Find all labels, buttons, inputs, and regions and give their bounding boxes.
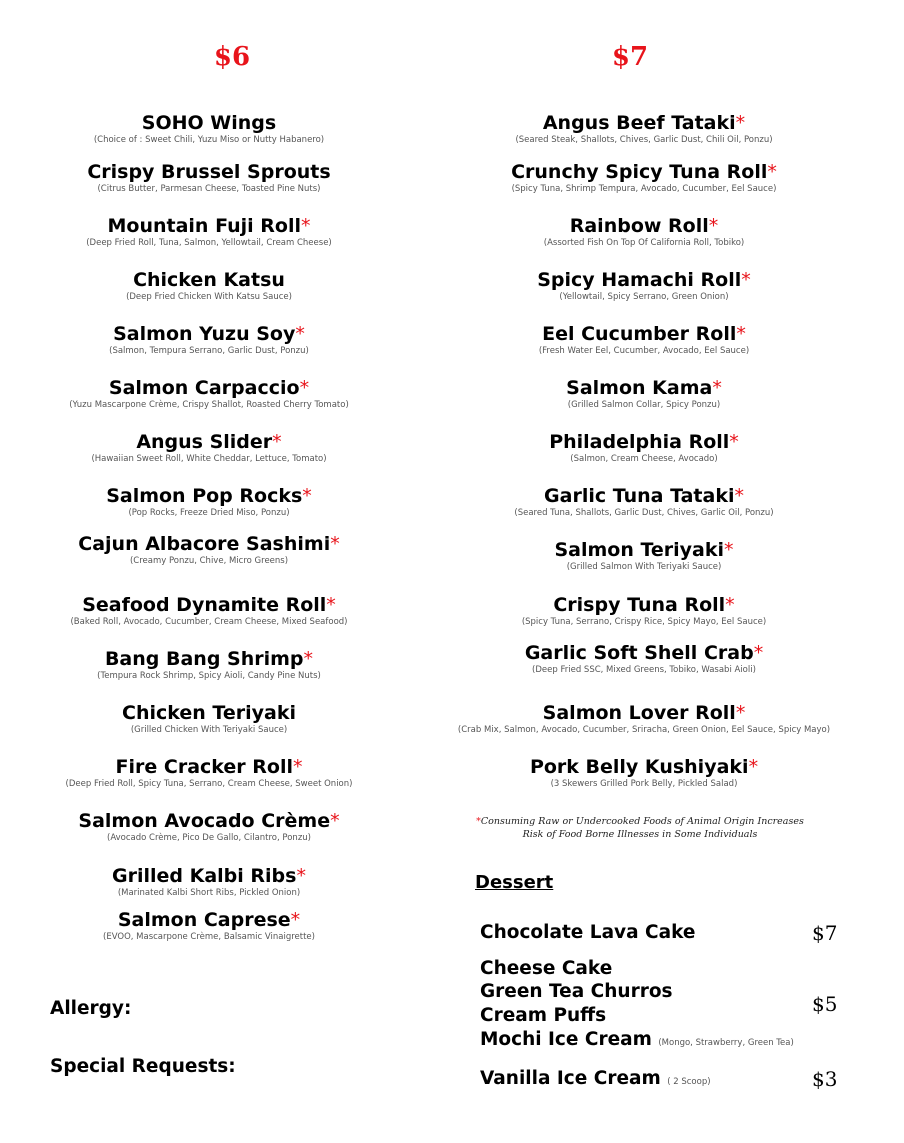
item-description: (Salmon, Tempura Serrano, Garlic Dust, Ponzu) <box>109 346 309 356</box>
special-requests-label: Special Requests: <box>50 1056 236 1077</box>
item-description: (Salmon, Cream Cheese, Avocado) <box>570 454 718 464</box>
raw-warning-star: * <box>708 215 719 237</box>
raw-warning-star: * <box>476 816 481 827</box>
raw-warning-star: * <box>292 756 303 778</box>
dessert-scoop-note: ( 2 Scoop) <box>667 1077 711 1087</box>
dessert-name: Cheese Cake <box>480 958 613 979</box>
raw-food-warning <box>440 815 840 841</box>
menu-item <box>0 485 429 520</box>
item-description: (Hawaiian Sweet Roll, White Cheddar, Lettuce, Tomato) <box>91 454 327 464</box>
item-name: Salmon Caprese <box>117 909 291 931</box>
dessert-item <box>480 922 695 943</box>
item-name: Crispy Tuna Roll <box>553 594 726 616</box>
dessert-name: Vanilla Ice Cream <box>480 1068 661 1089</box>
menu-item <box>424 485 864 520</box>
item-description: (Seared Steak, Shallots, Chives, Garlic Dust, Chili Oil, Ponzu) <box>515 135 773 145</box>
menu-item <box>0 161 429 196</box>
raw-warning-star: * <box>729 431 739 453</box>
menu-item <box>424 642 864 677</box>
item-description: (Deep Fried Chicken With Katsu Sauce) <box>126 292 292 302</box>
item-description: (Crab Mix, Salmon, Avocado, Cucumber, Sriracha, Green Onion, Eel Sauce, Spicy Mayo) <box>457 725 831 735</box>
menu-item <box>0 215 429 250</box>
menu-item <box>0 909 429 944</box>
raw-warning-star: * <box>302 485 312 507</box>
raw-warning-star: * <box>736 323 746 345</box>
item-name: Crispy Brussel Sprouts <box>87 161 331 183</box>
warning-line-1: Consuming Raw or Undercooked Foods of Animal Origin Increases <box>480 816 804 827</box>
menu-item <box>424 323 864 358</box>
item-description: (Assorted Fish On Top Of California Roll, Tobiko) <box>543 238 745 248</box>
item-description: (Grilled Salmon Collar, Spicy Ponzu) <box>567 400 721 410</box>
menu-item <box>424 161 864 196</box>
dessert-price: $7 <box>812 921 838 945</box>
item-name: Philadelphia Roll <box>549 431 730 453</box>
item-description: (EVOO, Mascarpone Crème, Balsamic Vinaigrette) <box>103 932 315 942</box>
dessert-price: $3 <box>812 1067 838 1091</box>
item-description: (Choice of : Sweet Chili, Yuzu Miso or Nutty Habanero) <box>93 135 325 145</box>
item-name: Garlic Soft Shell Crab <box>524 642 754 664</box>
raw-warning-star: * <box>300 215 311 237</box>
item-name: Eel Cucumber Roll <box>542 323 737 345</box>
raw-warning-star: * <box>724 539 734 561</box>
item-description: (Seared Tuna, Shallots, Garlic Dust, Chives, Garlic Oil, Ponzu) <box>514 508 774 518</box>
dessert-heading: Dessert <box>475 872 554 893</box>
item-name: Salmon Pop Rocks <box>106 485 303 507</box>
menu-item <box>424 431 864 466</box>
menu-item <box>0 594 429 629</box>
raw-warning-star: * <box>330 810 340 832</box>
dessert-item <box>480 958 612 979</box>
menu-item <box>424 112 864 147</box>
item-description: (Grilled Chicken With Teriyaki Sauce) <box>130 725 288 735</box>
item-name: Salmon Teriyaki <box>554 539 725 561</box>
menu-item <box>424 702 864 737</box>
raw-warning-star: * <box>741 269 751 291</box>
price-header-7: $7 <box>611 42 649 72</box>
menu-item <box>0 323 429 358</box>
menu-item <box>424 756 864 791</box>
menu-item <box>0 377 429 412</box>
raw-warning-star: * <box>290 909 301 931</box>
item-name: Salmon Carpaccio <box>108 377 300 399</box>
menu-item <box>0 865 429 900</box>
price-header-6: $6 <box>213 42 251 72</box>
raw-warning-star: * <box>299 377 310 399</box>
item-name: Salmon Lover Roll <box>542 702 736 724</box>
dessert-flavors: (Mongo, Strawberry, Green Tea) <box>658 1038 794 1048</box>
item-description: (3 Skewers Grilled Pork Belly, Pickled Salad) <box>550 779 738 789</box>
item-description: (Spicy Tuna, Shrimp Tempura, Avocado, Cucumber, Eel Sauce) <box>511 184 777 194</box>
raw-warning-star: * <box>272 431 282 453</box>
item-name: Salmon Yuzu Soy <box>113 323 296 345</box>
dessert-name: Green Tea Churros <box>480 981 673 1002</box>
item-description: (Deep Fried Roll, Spicy Tuna, Serrano, Cream Cheese, Sweet Onion) <box>65 779 353 789</box>
item-description: (Pop Rocks, Freeze Dried Miso, Ponzu) <box>128 508 290 518</box>
dessert-name: Cream Puffs <box>480 1005 607 1026</box>
menu-item <box>0 702 429 737</box>
item-description: (Deep Fried Roll, Tuna, Salmon, Yellowtail, Cream Cheese) <box>86 238 332 248</box>
dessert-item <box>480 1029 794 1050</box>
item-name: Fire Cracker Roll <box>115 756 293 778</box>
item-name: Bang Bang Shrimp <box>104 648 304 670</box>
item-description: (Yellowtail, Spicy Serrano, Green Onion) <box>559 292 729 302</box>
dessert-item <box>480 1068 711 1089</box>
item-name: Salmon Kama <box>566 377 713 399</box>
item-description: (Marinated Kalbi Short Ribs, Pickled Onion) <box>117 888 301 898</box>
raw-warning-star: * <box>753 642 764 664</box>
raw-warning-star: * <box>326 594 336 616</box>
item-name: Grilled Kalbi Ribs <box>112 865 297 887</box>
dessert-item <box>480 981 673 1002</box>
item-name: Chicken Teriyaki <box>122 702 296 724</box>
item-name: Angus Beef Tataki <box>542 112 736 134</box>
item-description: (Spicy Tuna, Serrano, Crispy Rice, Spicy Mayo, Eel Sauce) <box>521 617 767 627</box>
menu-item <box>424 539 864 574</box>
raw-warning-star: * <box>725 594 735 616</box>
menu-item <box>424 594 864 629</box>
raw-warning-star: * <box>735 702 746 724</box>
dessert-name: Mochi Ice Cream <box>480 1029 652 1050</box>
item-description: (Fresh Water Eel, Cucumber, Avocado, Eel Sauce) <box>538 346 750 356</box>
raw-warning-star: * <box>735 112 746 134</box>
menu-item <box>0 431 429 466</box>
raw-warning-star: * <box>295 323 305 345</box>
item-name: Salmon Avocado Crème <box>78 810 331 832</box>
item-description: (Citrus Butter, Parmesan Cheese, Toasted Pine Nuts) <box>97 184 321 194</box>
item-description: (Deep Fried SSC, Mixed Greens, Tobiko, Wasabi Aioli) <box>532 665 756 675</box>
raw-warning-star: * <box>330 533 340 555</box>
dessert-name: Chocolate Lava Cake <box>480 922 696 943</box>
menu-item <box>424 377 864 412</box>
item-name: Pork Belly Kushiyaki <box>529 756 749 778</box>
item-description: (Tempura Rock Shrimp, Spicy Aioli, Candy Pine Nuts) <box>97 671 321 681</box>
item-name: Mountain Fuji Roll <box>107 215 301 237</box>
menu-item <box>424 269 864 304</box>
menu-item <box>0 269 429 304</box>
raw-warning-star: * <box>767 161 777 183</box>
item-name: Chicken Katsu <box>133 269 285 291</box>
item-description: (Grilled Salmon With Teriyaki Sauce) <box>566 562 722 572</box>
item-name: Crunchy Spicy Tuna Roll <box>511 161 768 183</box>
raw-warning-star: * <box>303 648 314 670</box>
menu-item <box>424 215 864 250</box>
item-description: (Yuzu Mascarpone Crème, Crispy Shallot, Roasted Cherry Tomato) <box>69 400 349 410</box>
raw-warning-star: * <box>734 485 744 507</box>
allergy-label: Allergy: <box>50 998 132 1019</box>
menu-item <box>0 648 429 683</box>
raw-warning-star: * <box>712 377 722 399</box>
menu-item <box>0 756 429 791</box>
item-description: (Creamy Ponzu, Chive, Micro Greens) <box>129 556 289 566</box>
raw-warning-star: * <box>748 756 759 778</box>
menu-item <box>0 533 429 568</box>
item-name: Seafood Dynamite Roll <box>82 594 327 616</box>
item-description: (Baked Roll, Avocado, Cucumber, Cream Cheese, Mixed Seafood) <box>70 617 348 627</box>
menu-item <box>0 112 429 147</box>
item-name: Spicy Hamachi Roll <box>537 269 742 291</box>
item-description: (Avocado Crème, Pico De Gallo, Cilantro, Ponzu) <box>107 833 311 843</box>
item-name: Garlic Tuna Tataki <box>544 485 735 507</box>
warning-line-2: Risk of Food Borne Illnesses in Some Individuals <box>522 829 758 840</box>
item-name: Rainbow Roll <box>569 215 709 237</box>
item-name: SOHO Wings <box>141 112 277 134</box>
item-name: Cajun Albacore Sashimi <box>78 533 331 555</box>
menu-item <box>0 810 429 845</box>
raw-warning-star: * <box>296 865 306 887</box>
dessert-price: $5 <box>812 992 838 1016</box>
item-name: Angus Slider <box>136 431 273 453</box>
dessert-item <box>480 1005 606 1026</box>
